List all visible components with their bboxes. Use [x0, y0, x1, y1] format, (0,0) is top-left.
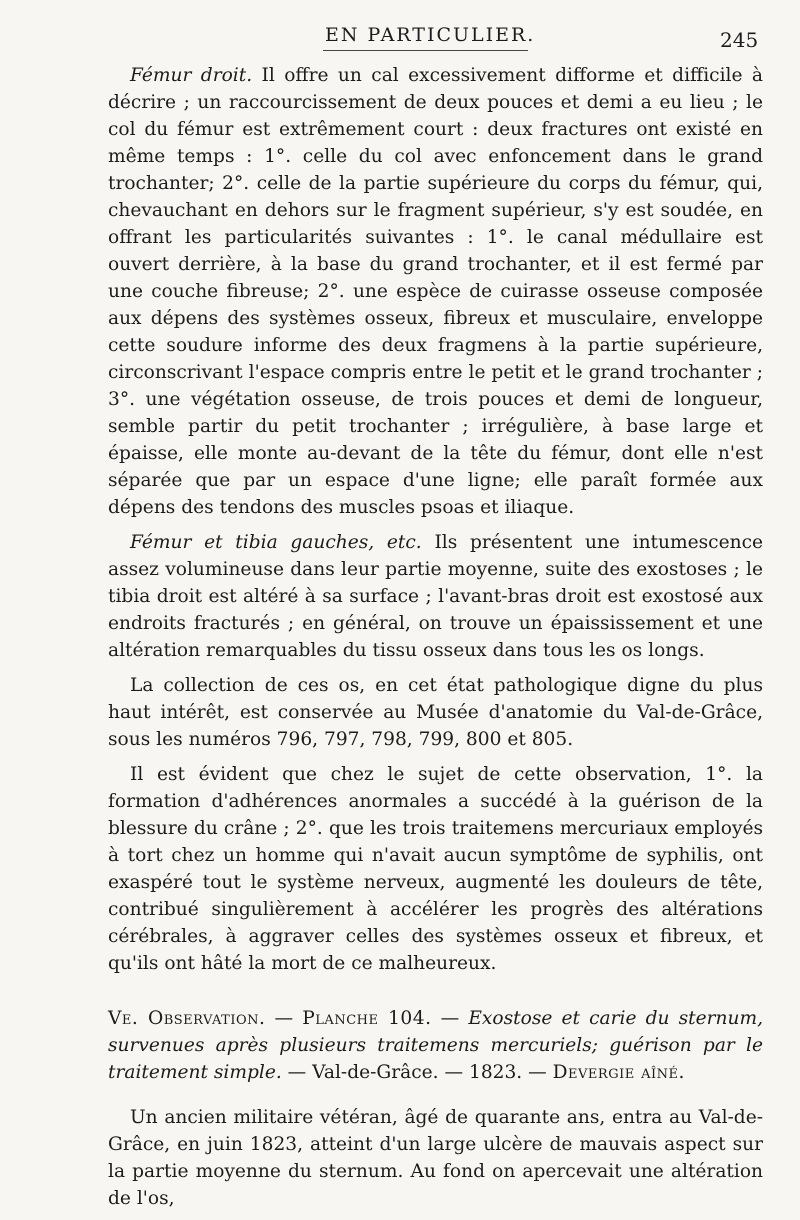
paragraph-case-start: Un ancien militaire vétéran, âgé de quarante ans, entra au Val-de-Grâce, en juin 1823, atteint d'un large ulcère de mauvais aspect sur la partie moyenne du sternum. Au fond on apercevait une altération de l'os, — [108, 1107, 763, 1209]
paragraph-text: Il offre un cal excessivement difforme et difficile à décrire ; un raccourcissement de deux pouces et demi a eu lieu ; le col du fémur est extrêmement court : deux fractures ont existé en même temps : 1°. celle du col avec enfoncement dans le grand trochanter; 2°. celle de la partie supérieure du corps du fémur, qui, chevauchant en dehors sur le fragment supérieur, s'y est soudée, en offrant les particularités suivantes : 1°. le canal médullaire est ouvert derrière, à la base du grand trochanter, et il est fermé par une couche fibreuse; 2°. une espèce de cuirasse osseuse composée aux dépens des systèmes osseux, fibreux et musculaire, enveloppe cette soudure informe des deux fragmens à la partie supérieure, circonscrivant l'espace compris entre le petit et le grand trochanter ; 3°. une végétation osseuse, de trois pouces et demi de longueur, semble partir du petit trochanter ; irrégulière, à base large et épaisse, elle monte au-devant de la tête du fémur, dont elle n'est séparée que par un espace d'une ligne; elle paraît formée aux dépens des tendons des muscles psoas et iliaque. — [108, 65, 763, 518]
observation-year: 1823. — [468, 1062, 523, 1083]
page-number: 245 — [720, 28, 759, 52]
paragraph-femur-tibia — [108, 529, 763, 664]
separator-dash: — — [265, 1008, 303, 1029]
paragraph-femur-droit — [108, 62, 763, 521]
page-header — [0, 24, 800, 54]
separator-dash: — — [281, 1062, 313, 1083]
paragraph-lead: Fémur et tibia gauches, etc. — [130, 532, 422, 553]
header-rule — [323, 50, 528, 51]
running-head: EN PARTICULIER. — [325, 24, 536, 46]
body-text — [108, 62, 763, 1220]
separator-dash: — — [522, 1062, 553, 1083]
paragraph-lead: Fémur droit. — [130, 65, 253, 86]
separator-dash: — — [431, 1008, 469, 1029]
separator-dash: — — [438, 1062, 469, 1083]
paragraph-text: Ils présentent une intumescence assez volumineuse dans leur partie moyenne, suite des exostoses ; le tibia droit est altéré à sa surface ; l'avant-bras droit est exostosé aux endroits fracturés ; en général, on trouve un épaississement et une altération remarquables du tissu osseux dans tous les os longs. — [108, 532, 763, 661]
paragraph-conclusion — [108, 761, 763, 977]
paragraph-text: Il est évident que chez le sujet de cette observation, 1°. la formation d'adhérences anormales a succédé à la guérison de la blessure du crâne ; 2°. que les trois traitemens mercuriaux employés à tort chez un homme qui n'avait aucun symptôme de syphilis, ont exaspéré tout le système nerveux, augmenté les douleurs de tête, contribué singulièrement à accélérer les progrès des altérations cérébrales, à aggraver celles des systèmes osseux et fibreux, et qu'ils ont hâté la mort de ce malheureux. — [108, 764, 763, 974]
observation-plate: Planche 104. — [302, 1008, 432, 1029]
paragraph-collection — [108, 672, 763, 753]
observation-number: Ve. Observation. — [108, 1008, 266, 1029]
observation-title: Exostose et carie du sternum, survenues après plusieurs traitemens mercuriels; guérison par le traitement simple. — [108, 1008, 763, 1083]
observation-heading — [108, 1005, 763, 1086]
observation-place: Val-de-Grâce. — [312, 1062, 439, 1083]
paragraph-text: La collection de ces os, en cet état pathologique digne du plus haut intérêt, est conservée au Musée d'anatomie du Val-de-Grâce, sous les numéros 796, 797, 798, 799, 800 et 805. — [108, 675, 763, 750]
observation-author: Devergie aîné. — [552, 1062, 685, 1083]
